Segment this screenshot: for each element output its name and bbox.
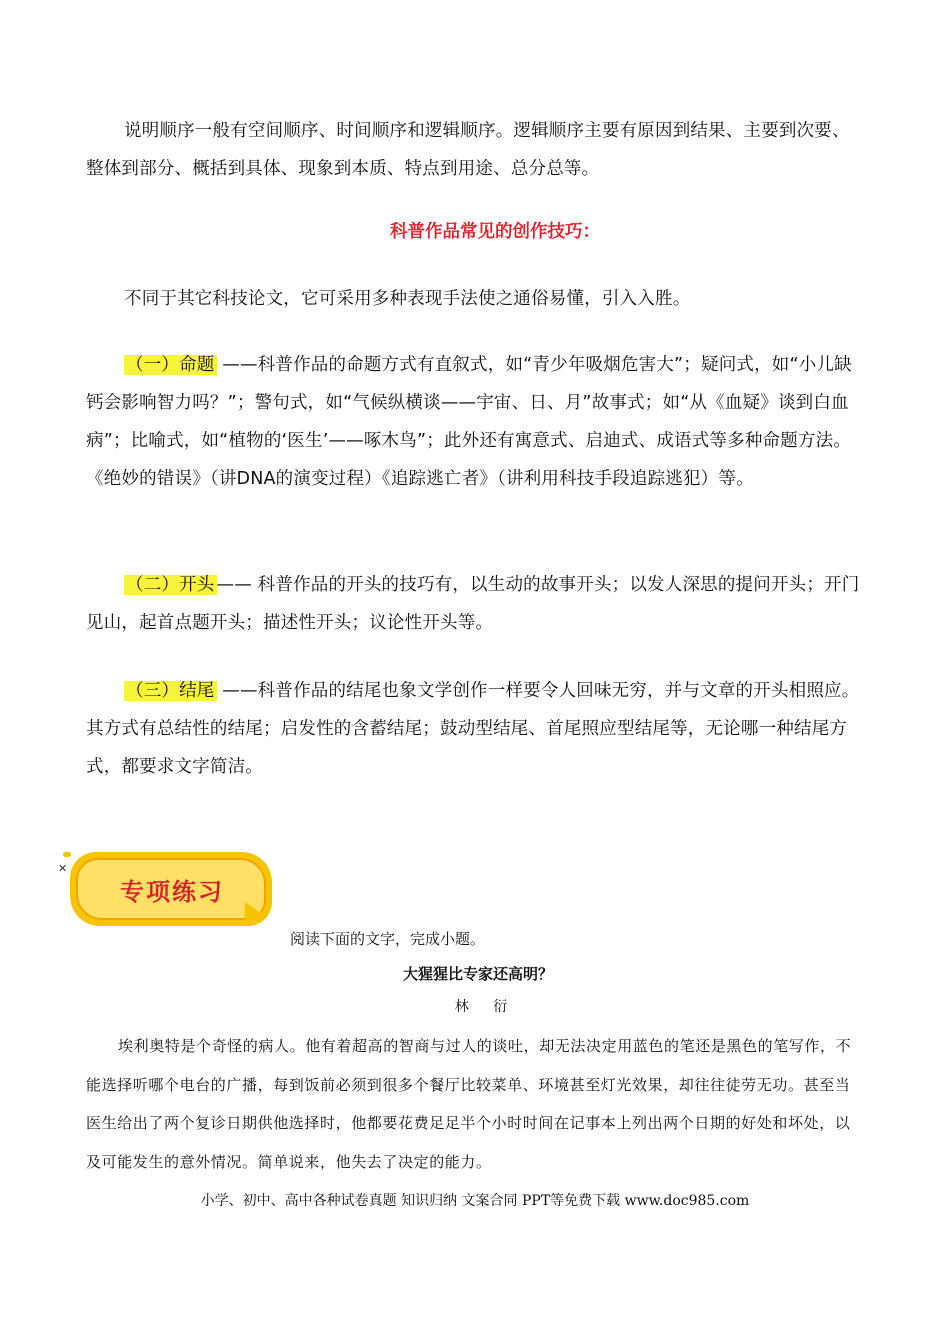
badge-decoration xyxy=(63,852,71,857)
item-label: （二）开头 xyxy=(126,575,215,595)
item-ending xyxy=(86,672,866,786)
badge-label: 专项练习 xyxy=(120,877,224,906)
page-footer: 小学、初中、高中各种试卷真题 知识归纳 文案合同 PPT等免费下载 www.doc985.com xyxy=(200,1193,750,1209)
article-title: 大猩猩比专家还高明？ xyxy=(402,965,553,983)
item-label: （三）结尾 xyxy=(126,681,215,701)
item-text: ——科普作品的命题方式有直叙式，如“青少年吸烟危害大”；疑问式，如“小儿缺钙会影响智力吗？”；警句式，如“气候纵横谈——宇宙、日、月”故事式；如“从《血疑》谈到白血病”；比喻式，如“植物的‘医生’——啄木鸟”；此外还有寓意式、启迪式、成语式等多种命题方法。《绝妙的错误》（讲DNA的演变过程）《追踪逃亡者》（讲利用科技手段追踪逃犯）等。 xyxy=(86,355,852,489)
section-heading: 科普作品常见的创作技巧： xyxy=(390,222,600,242)
item-text: —— 科普作品的开头的技巧有，以生动的故事开头；以发人深思的提问开头；开门见山，起首点题开头；描述性开头；议论性开头等。 xyxy=(86,575,860,633)
item-text: ——科普作品的结尾也象文学创作一样要令人回味无穷，并与文章的开头相照应。其方式有总结性的结尾；启发性的含蓄结尾；鼓动型结尾、首尾照应型结尾等，无论哪一种结尾方式，都要求文字简洁。 xyxy=(86,681,860,777)
article-body: 埃利奥特是个奇怪的病人。他有着超高的智商与过人的谈吐，却无法决定用蓝色的笔还是黑色的笔写作，不能选择听哪个电台的广播，每到饭前必须到很多个餐厅比较菜单、环境甚至灯光效果，却往往徒劳无功。甚至当医生给出了两个复诊日期供他选择时，他都要花费足足半个小时时间在记事本上列出两个日期的好处和坏处，以及可能发生的意外情况。简单说来，他失去了决定的能力。 xyxy=(86,1037,852,1171)
article-author: 林 衍 xyxy=(454,999,518,1015)
exercise-instruction: 阅读下面的文字，完成小题。 xyxy=(290,930,486,948)
lead-paragraph: 不同于其它科技论文，它可采用多种表现手法使之通俗易懂，引入入胜。 xyxy=(124,289,691,309)
item-naming xyxy=(86,346,866,498)
item-opening xyxy=(86,566,866,642)
item-label: （一）命题 xyxy=(126,355,215,375)
intro-paragraph: 说明顺序一般有空间顺序、时间顺序和逻辑顺序。逻辑顺序主要有原因到结果、主要到次要、整体到部分、概括到具体、现象到本质、特点到用途、总分总等。 xyxy=(86,121,850,179)
sparkle-icon: ✕ xyxy=(58,862,68,875)
